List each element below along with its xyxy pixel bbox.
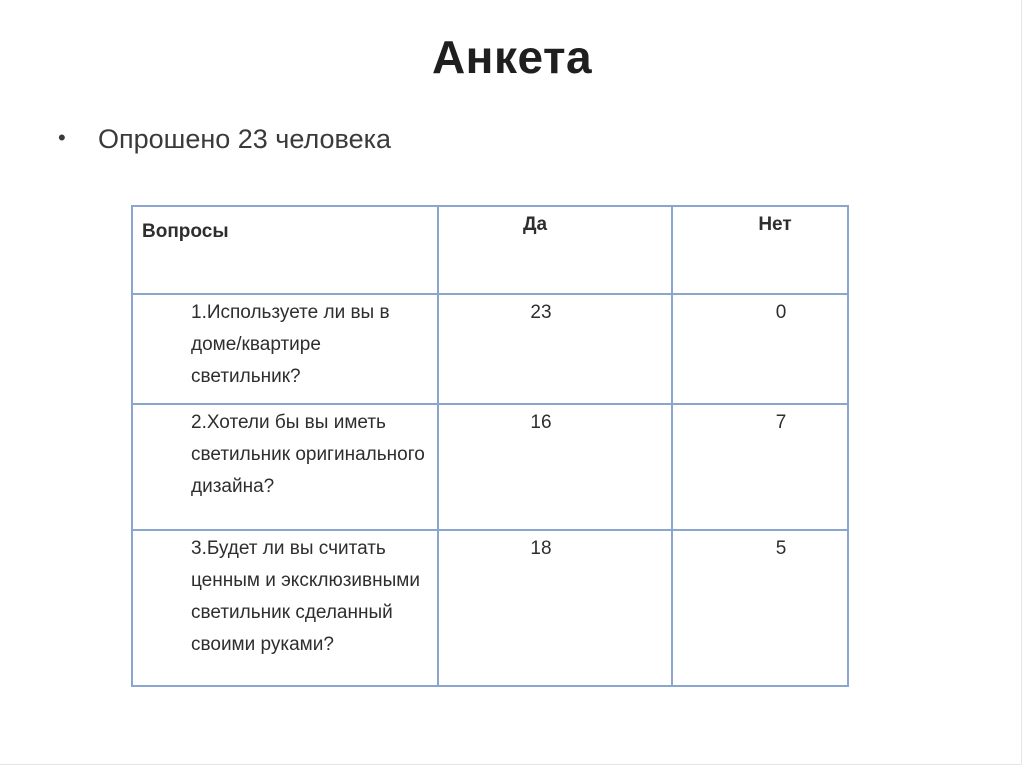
bullet-dot-icon: • [58,125,66,150]
slide-title: Анкета [431,31,593,83]
no-count-cell: 7 [672,404,848,530]
table-row [132,294,848,404]
survey-table [131,205,849,687]
yes-count-cell: 23 [438,294,672,404]
no-count-cell: 5 [672,530,848,686]
header-yes: Да [438,206,672,294]
yes-count-cell: 16 [438,404,672,530]
yes-count-cell: 18 [438,530,672,686]
question-cell: 1.Используете ли вы в доме/квартире светильник? [132,294,438,404]
bullet-text: Опрошено 23 человека [98,124,392,154]
table-header-row [132,206,848,294]
header-no: Нет [672,206,848,294]
table-row [132,404,848,530]
question-cell: 2.Хотели бы вы иметь светильник оригинального дизайна? [132,404,438,530]
bullet-item [58,124,391,155]
no-count-cell: 0 [672,294,848,404]
table-row [132,530,848,686]
header-questions: Вопросы [132,206,438,294]
question-cell: 3.Будет ли вы считать ценным и эксклюзивными светильник сделанный своими руками? [132,530,438,686]
